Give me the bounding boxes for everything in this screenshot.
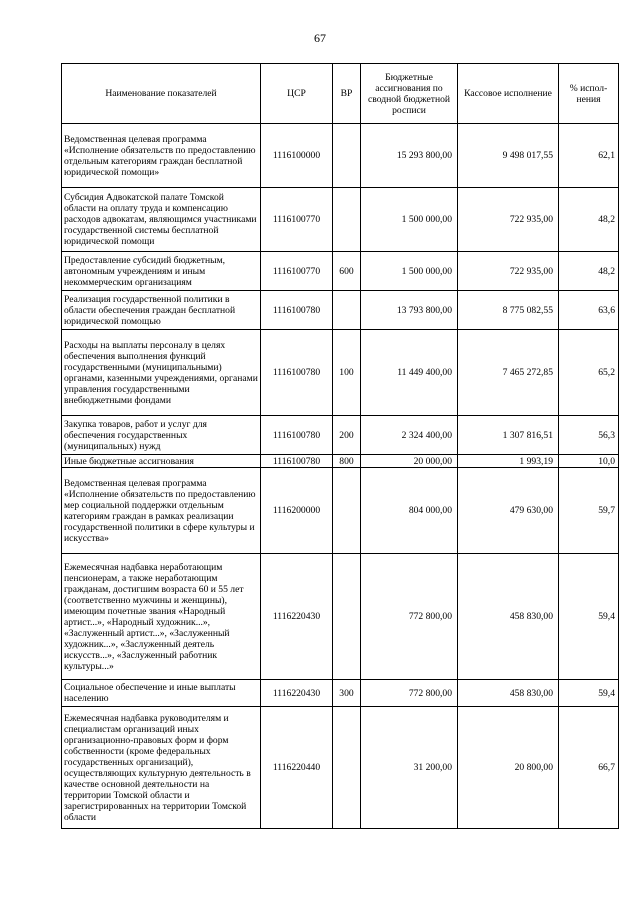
row-vr [333,188,361,252]
row-name: Закупка товаров, работ и услуг для обеспечения государственных (муниципальных) нужд [62,416,261,455]
row-name: Расходы на выплаты персоналу в целях обеспечения выполнения функций государственными (муниципальными) органами, казенными учреждениями, органами управления государственными внебюджетными фондами [62,330,261,416]
row-name: Ведомственная целевая программа «Исполнение обязательств по предоставлению мер социальной поддержки отдельным категориям граждан в рамках реализации государственной политики в сфере культуры и искусства» [62,468,261,554]
table-row [62,124,619,188]
row-cash: 7 465 272,85 [458,330,559,416]
row-csr: 1116220440 [261,707,333,829]
row-cash: 722 935,00 [458,188,559,252]
row-vr: 300 [333,680,361,707]
header-pct: % испол-нения [559,64,619,124]
row-csr: 1116100770 [261,252,333,291]
row-pct: 65,2 [559,330,619,416]
row-budget: 772 800,00 [361,554,458,680]
row-pct: 63,6 [559,291,619,330]
row-csr: 1116100770 [261,188,333,252]
row-budget: 15 293 800,00 [361,124,458,188]
row-budget: 772 800,00 [361,680,458,707]
table-row [62,455,619,468]
table-row [62,707,619,829]
table-row [62,416,619,455]
row-budget: 13 793 800,00 [361,291,458,330]
row-csr: 1116100780 [261,455,333,468]
row-cash: 1 993,19 [458,455,559,468]
row-name: Социальное обеспечение и иные выплаты населению [62,680,261,707]
row-vr: 600 [333,252,361,291]
row-vr: 100 [333,330,361,416]
row-vr: 200 [333,416,361,455]
row-cash: 479 630,00 [458,468,559,554]
row-cash: 458 830,00 [458,554,559,680]
header-csr: ЦСР [261,64,333,124]
row-csr: 1116100780 [261,416,333,455]
row-vr: 800 [333,455,361,468]
row-vr [333,291,361,330]
table-row [62,680,619,707]
row-name: Реализация государственной политики в области обеспечения граждан бесплатной юридической помощью [62,291,261,330]
header-vr: ВР [333,64,361,124]
table-header-row [62,64,619,124]
row-csr: 1116100000 [261,124,333,188]
row-pct: 62,1 [559,124,619,188]
table-row [62,252,619,291]
row-name: Субсидия Адвокатской палате Томской области на оплату труда и компенсацию расходов адвокатам, являющимся участниками государственной системы бесплатной юридической помощи [62,188,261,252]
row-budget: 804 000,00 [361,468,458,554]
table-row [62,468,619,554]
row-name: Ежемесячная надбавка неработающим пенсионерам, а также неработающим гражданам, достигшим возраста 60 и 55 лет (соответственно мужчины и женщины), имеющим почетные звания «Народный артист...», «Народный художник...», «Заслуженный артист...», «Заслуженный художник...», «Заслуженный деятель искусств...», «Заслуженный работник культуры...» [62,554,261,680]
row-pct: 66,7 [559,707,619,829]
row-cash: 9 498 017,55 [458,124,559,188]
row-budget: 1 500 000,00 [361,188,458,252]
row-budget: 1 500 000,00 [361,252,458,291]
row-cash: 458 830,00 [458,680,559,707]
row-name: Предоставление субсидий бюджетным, автономным учреждениям и иным некоммерческим организациям [62,252,261,291]
row-cash: 20 800,00 [458,707,559,829]
row-pct: 56,3 [559,416,619,455]
row-csr: 1116200000 [261,468,333,554]
row-vr [333,124,361,188]
table-row [62,291,619,330]
row-cash: 8 775 082,55 [458,291,559,330]
row-budget: 31 200,00 [361,707,458,829]
row-vr [333,554,361,680]
table-row [62,330,619,416]
row-pct: 48,2 [559,188,619,252]
row-csr: 1116100780 [261,330,333,416]
row-pct: 59,4 [559,554,619,680]
page-number: 67 [314,31,326,45]
row-vr [333,468,361,554]
row-cash: 1 307 816,51 [458,416,559,455]
row-pct: 59,7 [559,468,619,554]
row-budget: 2 324 400,00 [361,416,458,455]
row-budget: 11 449 400,00 [361,330,458,416]
row-cash: 722 935,00 [458,252,559,291]
row-csr: 1116220430 [261,680,333,707]
row-pct: 10,0 [559,455,619,468]
table-row [62,554,619,680]
row-name: Ежемесячная надбавка руководителям и специалистам организаций иных организационно-правовых форм и форм собственности (кроме федеральных государственных организаций), осуществляющих культурную деятельность в качестве основной деятельности на территории Томской области и зарегистрированных на территории Томской области [62,707,261,829]
header-budget: Бюджетные ассигнования по сводной бюджетной росписи [361,64,458,124]
row-budget: 20 000,00 [361,455,458,468]
row-csr: 1116100780 [261,291,333,330]
budget-execution-table [61,63,619,829]
row-name: Ведомственная целевая программа «Исполнение обязательств по предоставлению отдельным категориям граждан бесплатной юридической помощи» [62,124,261,188]
header-name: Наименование показателей [62,64,261,124]
row-pct: 59,4 [559,680,619,707]
row-vr [333,707,361,829]
table-row [62,188,619,252]
row-csr: 1116220430 [261,554,333,680]
header-cash: Кассовое исполнение [458,64,559,124]
row-name: Иные бюджетные ассигнования [62,455,261,468]
row-pct: 48,2 [559,252,619,291]
